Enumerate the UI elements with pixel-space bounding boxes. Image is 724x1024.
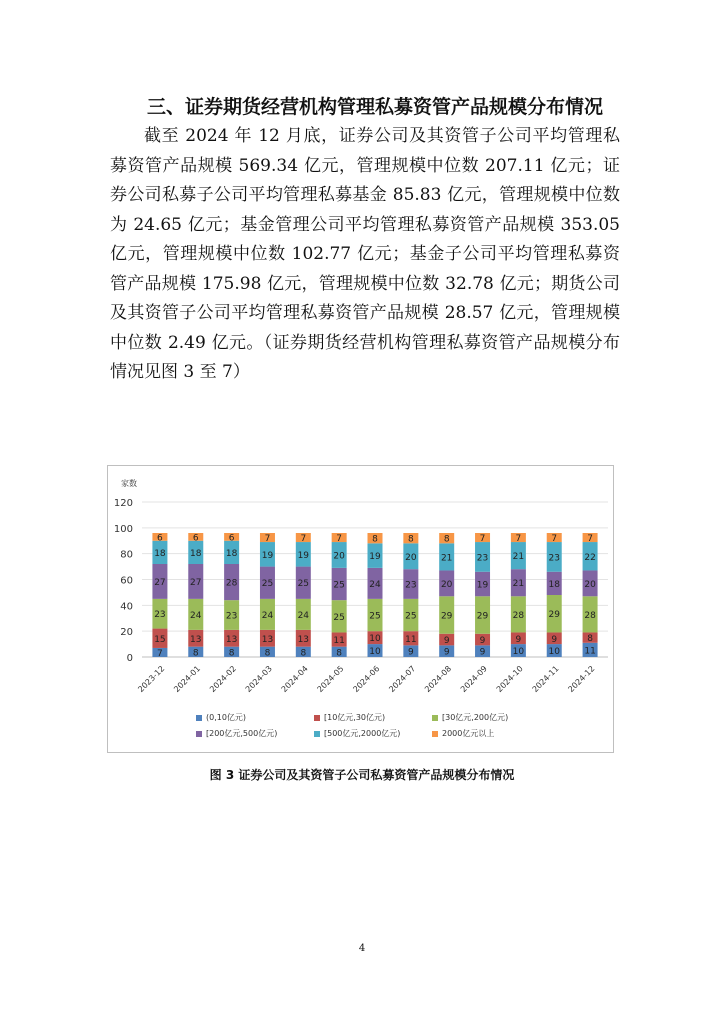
y-tick-label: 40 [120,601,133,613]
page-number: 4 [358,943,366,954]
data-label: 7 [515,534,522,545]
data-label: 20 [405,552,417,563]
data-label: 25 [261,579,274,590]
data-label: 23 [405,580,417,591]
data-label: 19 [476,580,489,591]
data-label: 13 [297,634,310,645]
data-label: 11 [333,636,345,647]
data-label: 21 [512,552,525,563]
data-label: 20 [333,551,345,562]
x-tick-label: 2024-05 [315,664,346,695]
legend-item [432,728,550,739]
data-label: 15 [154,634,166,645]
data-label: 7 [336,534,343,545]
legend-label: (0,10亿元) [206,713,247,722]
data-label: 9 [551,634,558,645]
data-label: 6 [192,533,199,544]
data-label: 7 [551,534,558,545]
data-label: 8 [407,534,414,545]
legend-swatch [314,715,320,721]
x-tick-label: 2024-01 [172,664,203,695]
data-label: 8 [228,648,235,659]
data-label: 10 [548,647,560,658]
data-label: 29 [476,611,489,622]
data-label: 25 [405,611,417,622]
data-label: 8 [336,648,343,659]
y-axis-label: 家数 [121,479,137,488]
data-label: 7 [587,534,593,545]
legend-label: [10亿元,30亿元) [324,713,386,722]
data-label: 25 [297,579,310,590]
data-label: 21 [512,579,525,590]
data-label: 7 [479,534,486,545]
x-tick-label: 2024-04 [279,664,310,695]
data-label: 11 [584,646,596,657]
data-label: 7 [264,534,271,545]
legend-swatch [432,715,438,721]
y-tick-label: 20 [120,627,133,639]
data-label: 8 [443,534,450,545]
legend-label: [500亿元,2000亿元) [324,729,401,738]
x-tick-label: 2024-06 [351,664,382,695]
x-tick-label: 2024-08 [423,664,454,695]
data-label: 20 [440,579,453,590]
data-label: 24 [297,610,310,621]
x-tick-label: 2024-10 [494,664,525,695]
data-label: 24 [369,579,381,590]
summary-paragraph: 截至 2024 年 12 月底，证券公司及其资管子公司平均管理私募资管产品规模 569.34 亿元，管理规模中位数 207.11 亿元；证券公司私募子公司平均管理私募基金 85.83 亿元，管理规模中位数为 24.65 亿元；基金管理公司平均管理私募资管产品规模 353.05 亿元，管理规模中位数 102.77 亿元；基金子公司平均管理私募资管产品规模 175.98 亿元，管理规模中位数 32.78 亿元；期货公司及其资管子公司平均管理私募资管产品规模 28.57 亿元，管理规模中位数 2.49 亿元。（证券期货经营机构管理私募资管产品规模分布情况见图 3 至 7） [110,126,620,382]
x-tick-label: 2024-12 [566,664,597,695]
stacked-bar-chart [108,466,613,752]
data-label: 8 [587,634,593,645]
data-label: 24 [190,610,202,621]
x-tick-label: 2023-12 [136,664,167,695]
data-label: 27 [190,577,202,588]
x-tick-label: 2024-09 [458,664,489,695]
data-label: 27 [154,577,166,588]
data-label: 9 [443,636,450,647]
data-label: 28 [584,610,596,621]
data-label: 23 [548,553,560,564]
data-label: 23 [154,610,166,621]
x-tick-label: 2024-11 [530,664,561,695]
data-label: 9 [407,647,414,658]
data-label: 19 [297,550,310,561]
section-heading: 三、证券期货经营机构管理私募资管产品规模分布情况 [147,96,604,118]
legend-label: 2000亿元以上 [442,729,495,738]
x-tick-label: 2024-03 [243,664,274,695]
data-label: 29 [548,610,560,621]
data-label: 13 [190,634,202,645]
chart-container [107,465,614,753]
data-label: 25 [333,580,345,591]
data-label: 8 [264,648,271,659]
data-label: 18 [548,579,560,590]
legend-item [314,728,432,739]
data-label: 9 [479,636,486,647]
data-label: 9 [479,647,486,658]
legend-item [432,712,550,723]
figure-caption: 图 3 证券公司及其资管子公司私募资管产品规模分布情况 [209,768,515,782]
legend-swatch [196,731,202,737]
data-label: 7 [157,648,163,659]
data-label: 19 [261,550,274,561]
data-label: 6 [228,533,235,544]
y-tick-label: 120 [113,498,133,509]
data-label: 13 [225,634,238,645]
data-label: 28 [225,578,238,589]
chart-legend [196,712,596,744]
data-label: 13 [261,634,274,645]
data-label: 29 [440,611,453,622]
legend-swatch [314,731,320,737]
data-label: 25 [333,612,345,623]
legend-swatch [432,731,438,737]
legend-item [196,728,314,739]
body-text [110,122,620,388]
data-label: 9 [515,634,522,645]
data-label: 7 [300,534,307,545]
x-tick-label: 2024-07 [387,664,418,695]
data-label: 6 [157,533,163,544]
data-label: 22 [584,552,596,563]
data-label: 8 [372,534,378,545]
legend-swatch [196,715,202,721]
y-tick-label: 0 [126,653,133,664]
y-tick-label: 80 [120,549,133,561]
data-label: 18 [154,548,166,559]
data-label: 10 [512,647,525,658]
legend-item [196,712,314,723]
data-label: 10 [369,647,381,658]
data-label: 25 [369,611,381,622]
legend-label: [30亿元,200亿元) [442,713,509,722]
data-label: 19 [369,552,381,563]
data-label: 24 [261,610,274,621]
data-label: 20 [584,579,596,590]
data-label: 9 [443,647,450,658]
y-tick-label: 100 [113,523,133,535]
data-label: 8 [300,648,307,659]
data-label: 11 [405,634,417,645]
legend-item [314,712,432,723]
data-label: 18 [225,548,238,559]
y-tick-label: 60 [120,575,133,587]
data-label: 18 [190,548,202,559]
data-label: 28 [512,610,525,621]
data-label: 23 [225,611,238,622]
legend-label: [200亿元,500亿元) [206,729,278,738]
data-label: 8 [192,648,199,659]
data-label: 21 [440,553,453,564]
x-tick-label: 2024-02 [208,664,239,695]
data-label: 10 [369,634,381,645]
data-label: 23 [476,553,489,564]
